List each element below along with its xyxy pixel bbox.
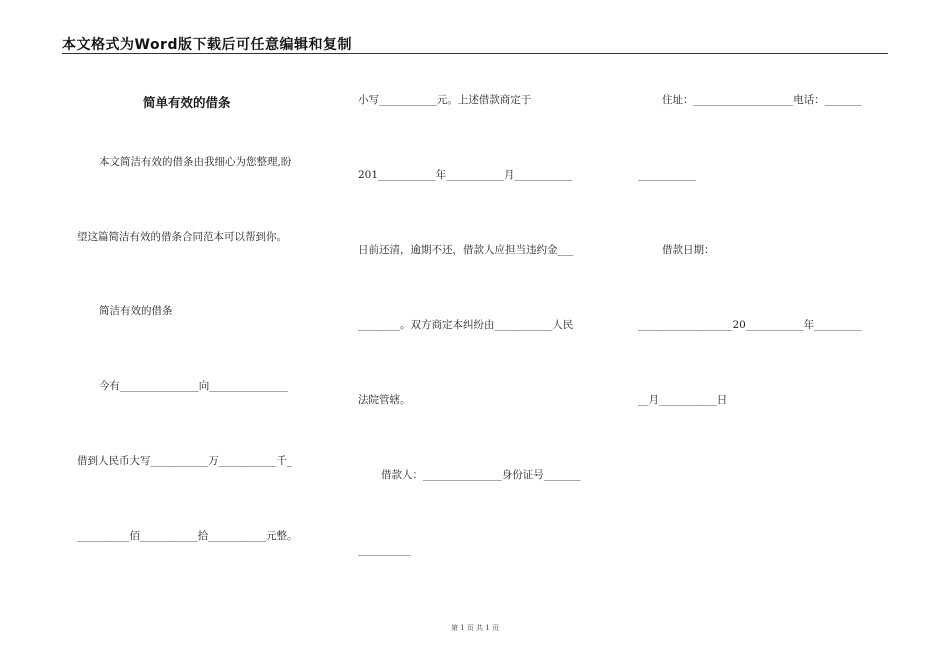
col2-line-5: 法院管辖。 <box>358 394 411 406</box>
col1-line-5: 借到人民币大写___________万___________千_ <box>77 455 293 467</box>
col3-line-5: __月___________日 <box>638 394 728 406</box>
col3-line-2: ___________ <box>638 169 696 181</box>
col1-line-3: 简洁有效的借条 <box>99 305 173 317</box>
col2-line-4: ________。双方商定本纠纷由___________人民 <box>358 319 574 331</box>
header-divider <box>62 53 888 54</box>
col1-line-2: 望这篇简洁有效的借条合同范本可以帮到你。 <box>77 231 287 243</box>
col3-line-3: 借款日期： <box>662 244 715 256</box>
col3-line-4: __________________20___________年_________ <box>638 319 862 331</box>
col1-line-6: __________佰___________拾___________元整。 <box>77 530 298 542</box>
col2-line-6: 借款人：_______________身份证号_______ <box>381 469 581 481</box>
col1-line-1: 本文简洁有效的借条由我细心为您整理,盼 <box>99 156 292 168</box>
col2-line-3: 日前还清，逾期不还，借款人应担当违约金___ <box>358 244 574 256</box>
page-footer: 第 1 页 共 1 页 <box>450 624 500 632</box>
col3-line-1: 住址：___________________电话：_______ <box>662 94 862 106</box>
document-header-title: 本文格式为Word版下载后可任意编辑和复制 <box>62 37 352 53</box>
col2-line-1: 小写___________元。上述借款商定于 <box>358 94 532 106</box>
col2-line-2: 201___________年___________月___________ <box>358 169 573 181</box>
document-title: 简单有效的借条 <box>143 95 231 110</box>
col1-line-4: 今有_______________向_______________ <box>99 380 288 392</box>
col2-line-7: __________ <box>358 544 411 556</box>
